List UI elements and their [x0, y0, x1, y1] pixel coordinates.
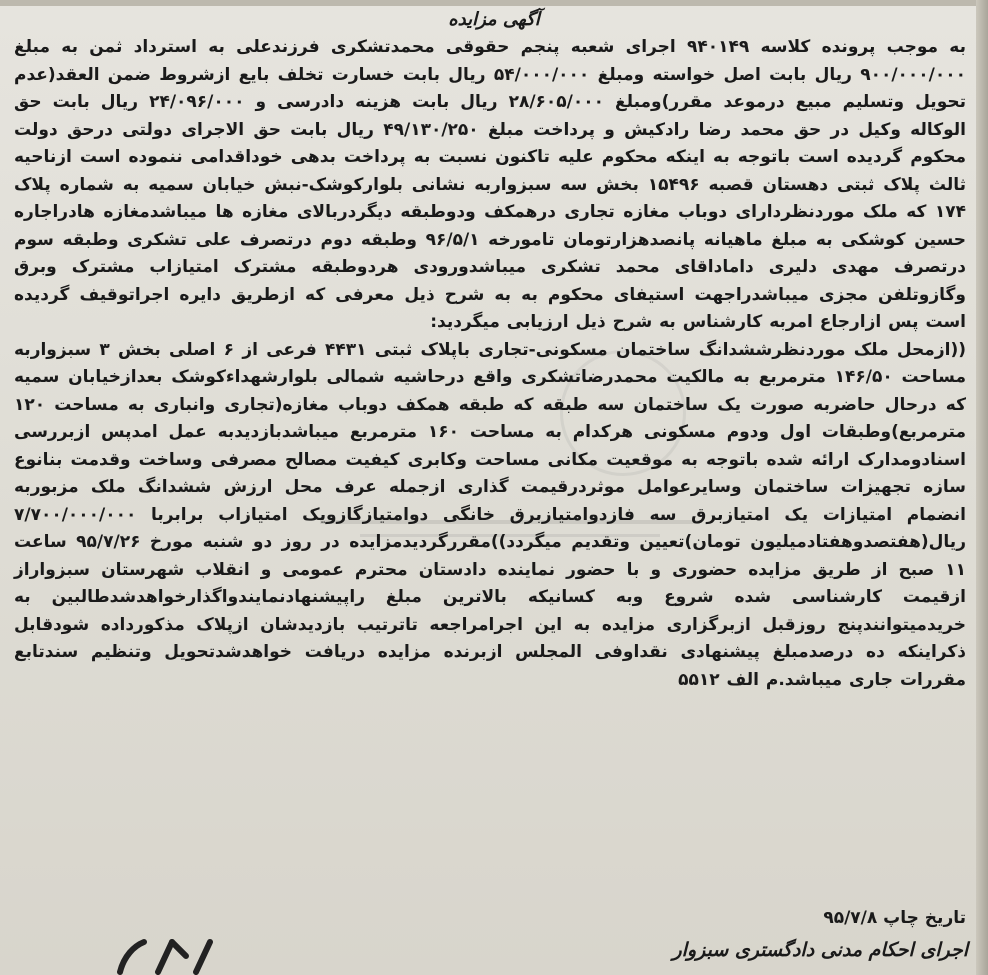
print-date: تاریخ چاپ ۹۵/۷/۸	[823, 908, 966, 928]
paper-right-edge	[976, 0, 988, 975]
issuer-signature: اجرای احکام مدنی دادگستری سبزوار	[672, 939, 968, 961]
notice-body: به موجب پرونده کلاسه ۹۴۰۱۴۹ اجرای شعبه پنجم حقوقی محمدتشکری فرزندعلی به استرداد ثمن به مبلغ ۹۰۰/۰۰۰/۰۰۰ ریال بابت اصل خواسته ومبلغ ۵۴/۰۰۰/۰۰۰ ریال بابت خسارت تخلف بایع ازشروط ضمن العقد(عدم تحویل وتسلیم مبیع درموعد مقرر)ومبلغ ۲۸/۶۰۵/۰۰۰ ریال بابت هزینه دادرسی و ۲۴/۰۹۶/۰۰۰ ریال بابت حق الوکاله وکیل در حق محمد رضا رادکیش و پرداخت مبلغ ۴۹/۱۳۰/۲۵۰ ریال بابت حق الاجرای دولتی درحق دولت محکوم گردیده است باتوجه به اینکه محکوم علیه تاکنون نسبت به پرداخت بدهی خوداقدامی ننموده است ازناحیه ثالث پلاک ثبتی دهستان قصبه ۱۵۴۹۶ بخش سه سبزواربه نشانی بلوارکوشک-نبش خیابان سمیه به شماره پلاک ۱۷۴ که ملک موردنظردارای دوباب مغازه تجاری درهمکف ودوطبقه دیگردربالای مغازه ها میباشدمغازه هادراجاره حسین کوشکی به مبلغ ماهیانه پانصدهزارتومان تامورخه ۹۶/۵/۱ وطبقه دوم درتصرف علی تشکری وطبقه سوم درتصرف مهدی دلیری داماداقای محمد تشکری میباشدورودی هردوطبقه مشترک امتیازاب مشترک وبرق وگازوتلفن مجزی میباشدراجهت استیفای محکوم به به شرح ذیل معرفی که ازطریق دایره اجراتوقیف گردیده است پس ازارجاع امربه کارشناس به شرح ذیل ارزیابی میگردید: ((ازمحل ملک موردنظرششدانگ ساختمان مسکونی-تجاری باپلاک ثبتی ۴۴۳۱ فرعی از ۶ اصلی بخش ۳ سبزواربه مساحت ۱۴۶/۵۰ مترمربع به مالکیت محمدرضاتشکری واقع درحاشیه شمالی بلوارشهداءکوشک بعدازخیابان سمیه که درحال حاضربه صورت یک ساختمان سه طبقه که طبقه همکف دوباب مغازه(تجاری وانباری به مساحت ۱۲۰ مترمربع)وطبقات اول ودوم مسکونی هرکدام به مساحت ۱۶۰ مترمربع میباشدبازدیدبه عمل امدپس ازبررسی اسنادومدارک ارائه شده باتوجه به موقعیت مکانی مساحت وکابری کیفیت مصالح مصرفی وساخت وقدمت بنانوع سازه تجهیزات ساختمان وسایرعوامل موثردرقیمت گذاری ازجمله عرف محل ارزش ششدانگ ملک مزبوربه انضمام امتیازات یک امتیازبرق سه فازدوامتیازبرق خانگی دوامتیازگازویک امتیازاب برابربا ۷/۷۰۰/۰۰۰/۰۰۰ ریال(هفتصدوهفتادمیلیون تومان)تعیین وتقدیم میگردد))مقررگردیدمزایده در روز دو شنبه مورخ ۹۵/۷/۲۶ ساعت ۱۱ صبح از طریق مزایده حضوری و با حضور نماینده دادستان محترم عمومی و انقلاب شهرستان سبزواراز ازقیمت کارشناسی شده شروع وبه کسانیکه بالاترین مبلغ راپیشنهادنمایندواگذارخواهدشدطالبین به خریدمیتوانندپنج روزقبل ازبرگزاری مزایده به این اجرامراجعه تاترتیب بازدیدشان ازپلاک مذکورداده شودقابل ذکراینکه ده درصدمبلغ پیشنهادی نقداوفی المجلس ازبرنده مزایده دریافت خواهدشدتحویل وتنظیم سندتابع مقررات جاری میباشد.م الف ۵۵۱۲	[14, 37, 967, 690]
notice-title: آگهی مزایده	[448, 9, 540, 30]
paper-top-edge	[0, 0, 988, 6]
handwritten-page-number	[110, 936, 220, 975]
